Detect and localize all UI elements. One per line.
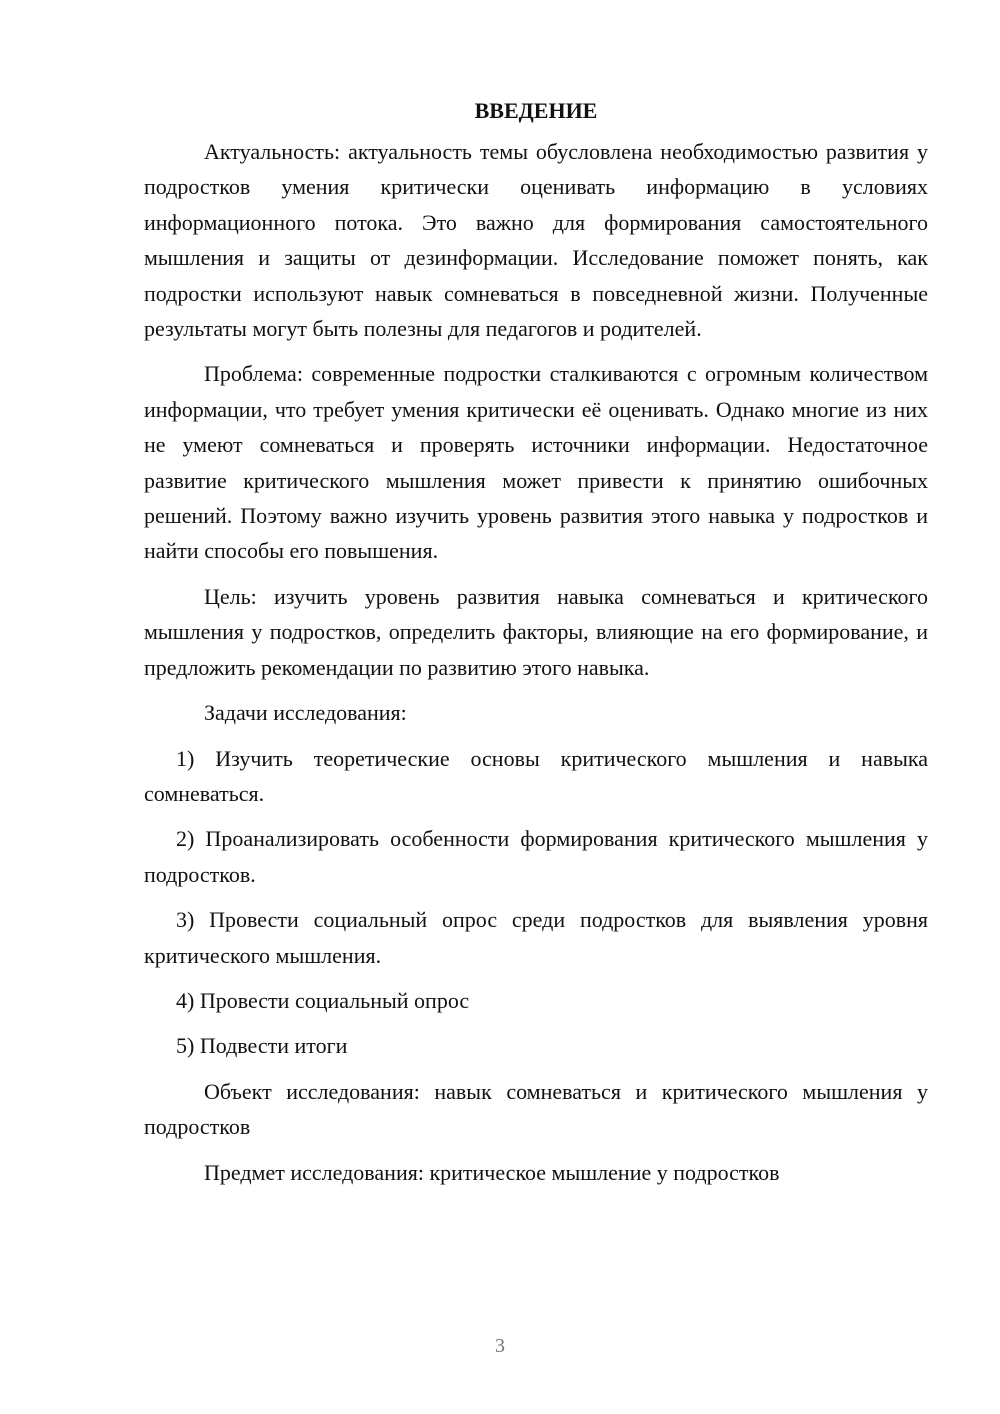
page-content xyxy=(144,96,928,1200)
relevance-paragraph: Актуальность: актуальность темы обусловлена необходимостью развития у подростков умения критически оценивать информацию в условиях информационного потока. Это важно для формирования самостоятельного мышления и защиты от дезинформации. Исследование поможет понять, как подростки используют навык сомневаться в повседневной жизни. Полученные результаты могут быть полезны для педагогов и родителей. xyxy=(144,139,928,342)
task-item-2: 2) Проанализировать особенности формирования критического мышления у подростков. xyxy=(144,826,928,887)
section-heading: ВВЕДЕНИЕ xyxy=(474,98,598,123)
task-item-3: 3) Провести социальный опрос среди подростков для выявления уровня критического мышления. xyxy=(144,907,928,968)
goal-paragraph: Цель: изучить уровень развития навыка сомневаться и критического мышления у подростков, определить факторы, влияющие на его формирование, и предложить рекомендации по развитию этого навыка. xyxy=(144,583,928,680)
task-item-1: 1) Изучить теоретические основы критического мышления и навыка сомневаться. xyxy=(144,745,928,806)
page-number: 3 xyxy=(495,1335,505,1357)
tasks-title: Задачи исследования: xyxy=(204,700,407,726)
subject-paragraph: Предмет исследования: критическое мышление у подростков xyxy=(204,1159,780,1185)
problem-paragraph: Проблема: современные подростки сталкиваются с огромным количеством информации, что требует умения критически её оценивать. Однако многие из них не умеют сомневаться и проверять источники информации. Недостаточное развитие критического мышления может привести к принятию ошибочных решений. Поэтому важно изучить уровень развития этого навыка у подростков и найти способы его повышения. xyxy=(144,361,928,564)
object-paragraph: Объект исследования: навык сомневаться и критического мышления у подростков xyxy=(144,1078,928,1140)
task-item-4: 4) Провести социальный опрос xyxy=(176,987,470,1013)
task-item-5: 5) Подвести итоги xyxy=(176,1033,348,1059)
